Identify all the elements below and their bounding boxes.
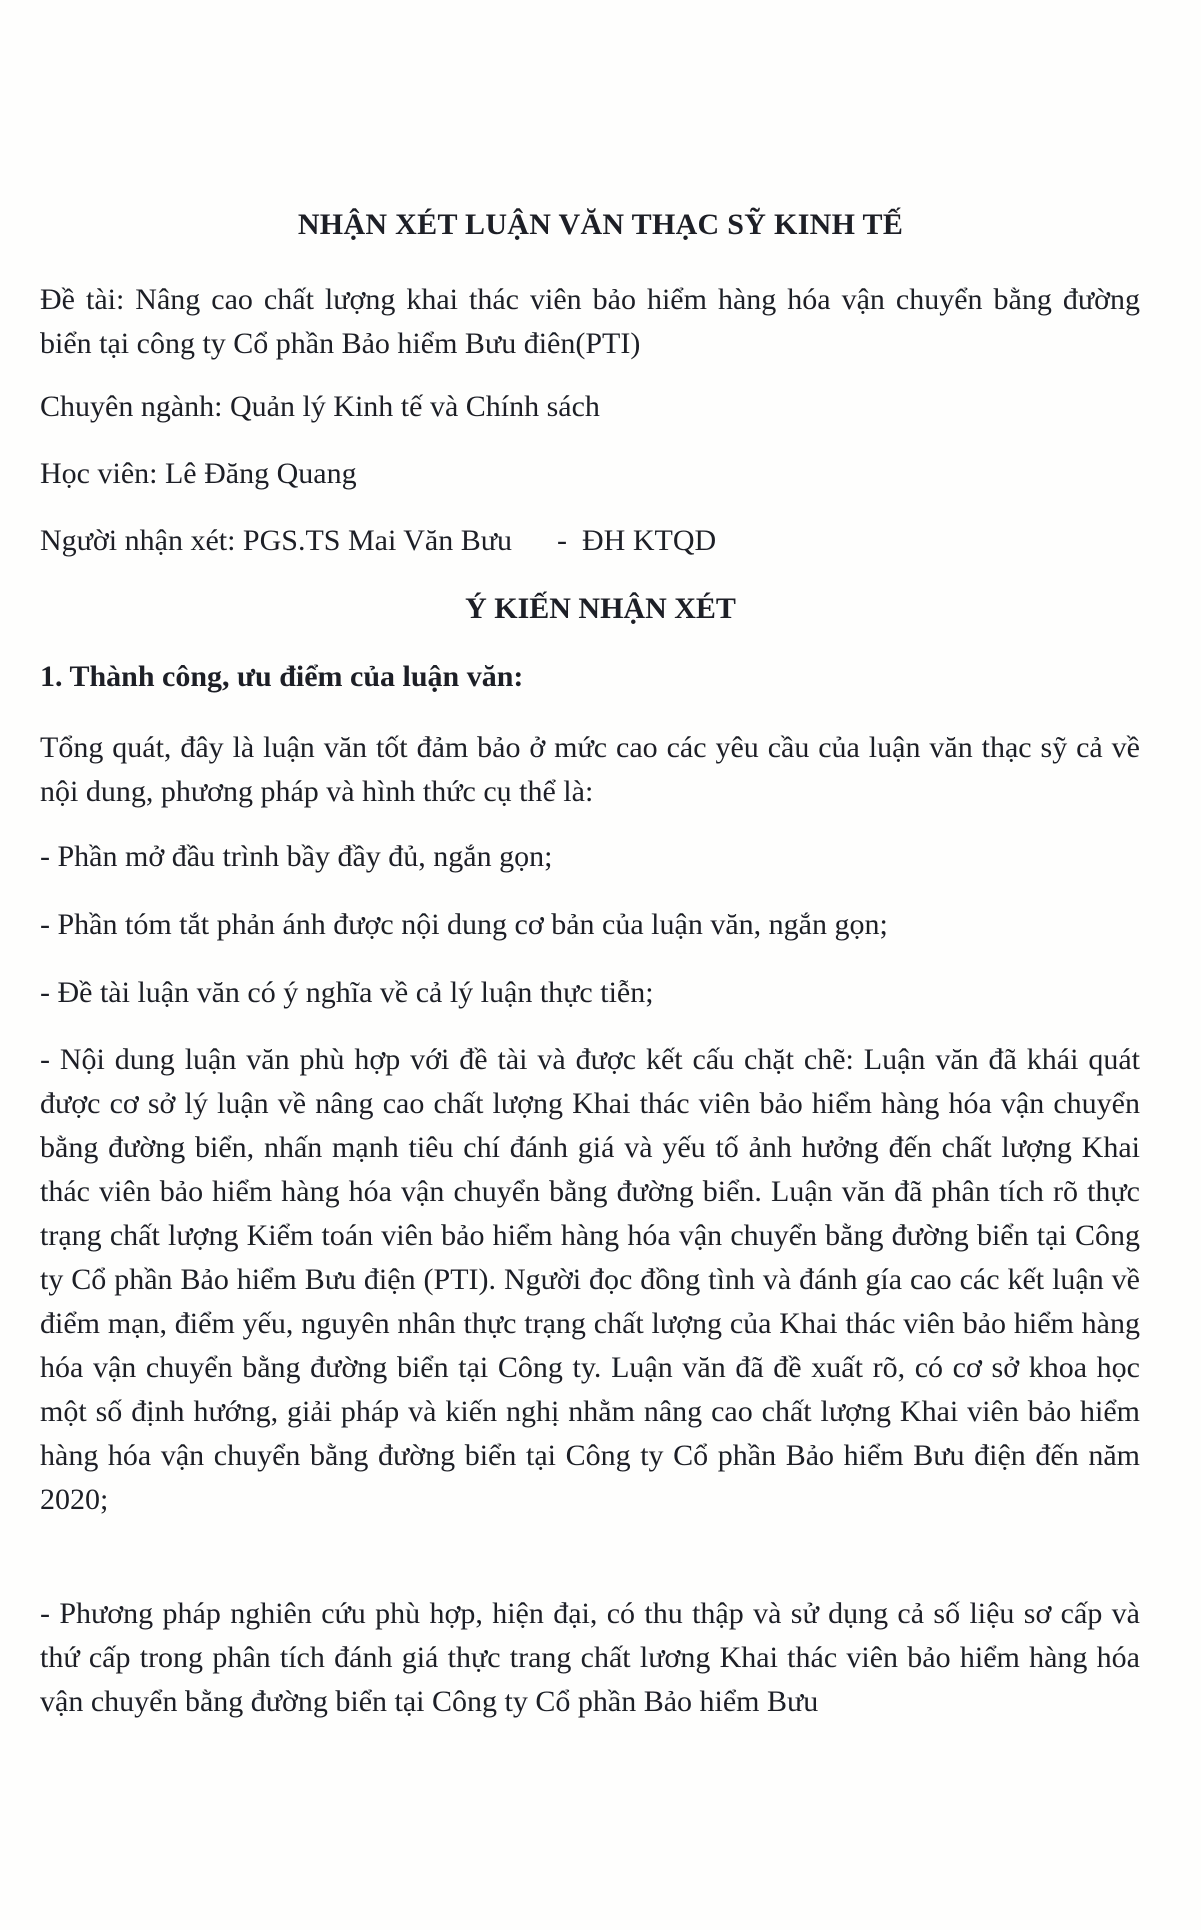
- bullet-item: - Phần tóm tắt phản ánh được nội dung cơ bản của luận văn, ngắn gọn;: [40, 908, 888, 941]
- intro-paragraph: Tổng quát, đây là luận văn tốt đảm bảo ở mức cao các yêu cầu của luận văn thạc sỹ cả về nội dung, phương pháp và hình thức cụ thể là:: [40, 731, 1140, 808]
- section-1-heading: 1. Thành công, ưu điểm của luận văn:: [40, 660, 524, 693]
- bullet-item: - Đề tài luận văn có ý nghĩa về cả lý luận thực tiễn;: [40, 976, 654, 1009]
- document-title: NHẬN XÉT LUẬN VĂN THẠC SỸ KINH TẾ: [297, 208, 904, 241]
- method-paragraph: - Phương pháp nghiên cứu phù hợp, hiện đại, có thu thập và sử dụng cả số liệu sơ cấp và thứ cấp trong phân tích đánh giá thực trang chất lương Khai thác viên bảo hiểm hàng hóa vận chuyển bằng đường biển tại Công ty Cổ phần Bảo hiểm Bưu: [40, 1597, 1140, 1718]
- opinion-heading: Ý KIẾN NHẬN XÉT: [465, 592, 736, 625]
- major-line: Chuyên ngành: Quản lý Kinh tế và Chính sách: [40, 390, 600, 423]
- reviewer-line: Người nhận xét: PGS.TS Mai Văn Bưu - ĐH KTQD: [40, 524, 717, 557]
- student-line: Học viên: Lê Đăng Quang: [40, 457, 357, 490]
- content-paragraph: - Nội dung luận văn phù hợp với đề tài và được kết cấu chặt chẽ: Luận văn đã khái quát được cơ sở lý luận về nâng cao chất lượng Khai thác viên bảo hiểm hàng hóa vận chuyển bằng đường biển, nhấn mạnh tiêu chí đánh giá và yếu tố ảnh hưởng đến chất lượng Khai thác viên bảo hiểm hàng hóa vận chuyển bằng đường biển. Luận văn đã phân tích rõ thực trạng chất lượng Kiểm toán viên bảo hiểm hàng hóa vận chuyển bằng đường biển tại Công ty Cổ phần Bảo hiểm Bưu điện (PTI). Người đọc đồng tình và đánh gía cao các kết luận về điểm mạn, điểm yếu, nguyên nhân thực trạng chất lượng của Khai thác viên bảo hiểm hàng hóa vận chuyển bằng đường biển tại Công ty. Luận văn đã đề xuất rõ, có cơ sở khoa học một số định hướng, giải pháp và kiến nghị nhằm nâng cao chất lượng Khai viên bảo hiểm hàng hóa vận chuyển bằng đường biển tại Công ty Cổ phần Bảo hiểm Bưu điện đến năm 2020;: [40, 1043, 1140, 1516]
- bullet-item: - Phần mở đầu trình bầy đầy đủ, ngắn gọn;: [40, 840, 553, 873]
- topic-line: Đề tài: Nâng cao chất lượng khai thác viên bảo hiểm hàng hóa vận chuyển bằng đường biển tại công ty Cổ phần Bảo hiểm Bưu điên(PTI): [40, 283, 1140, 360]
